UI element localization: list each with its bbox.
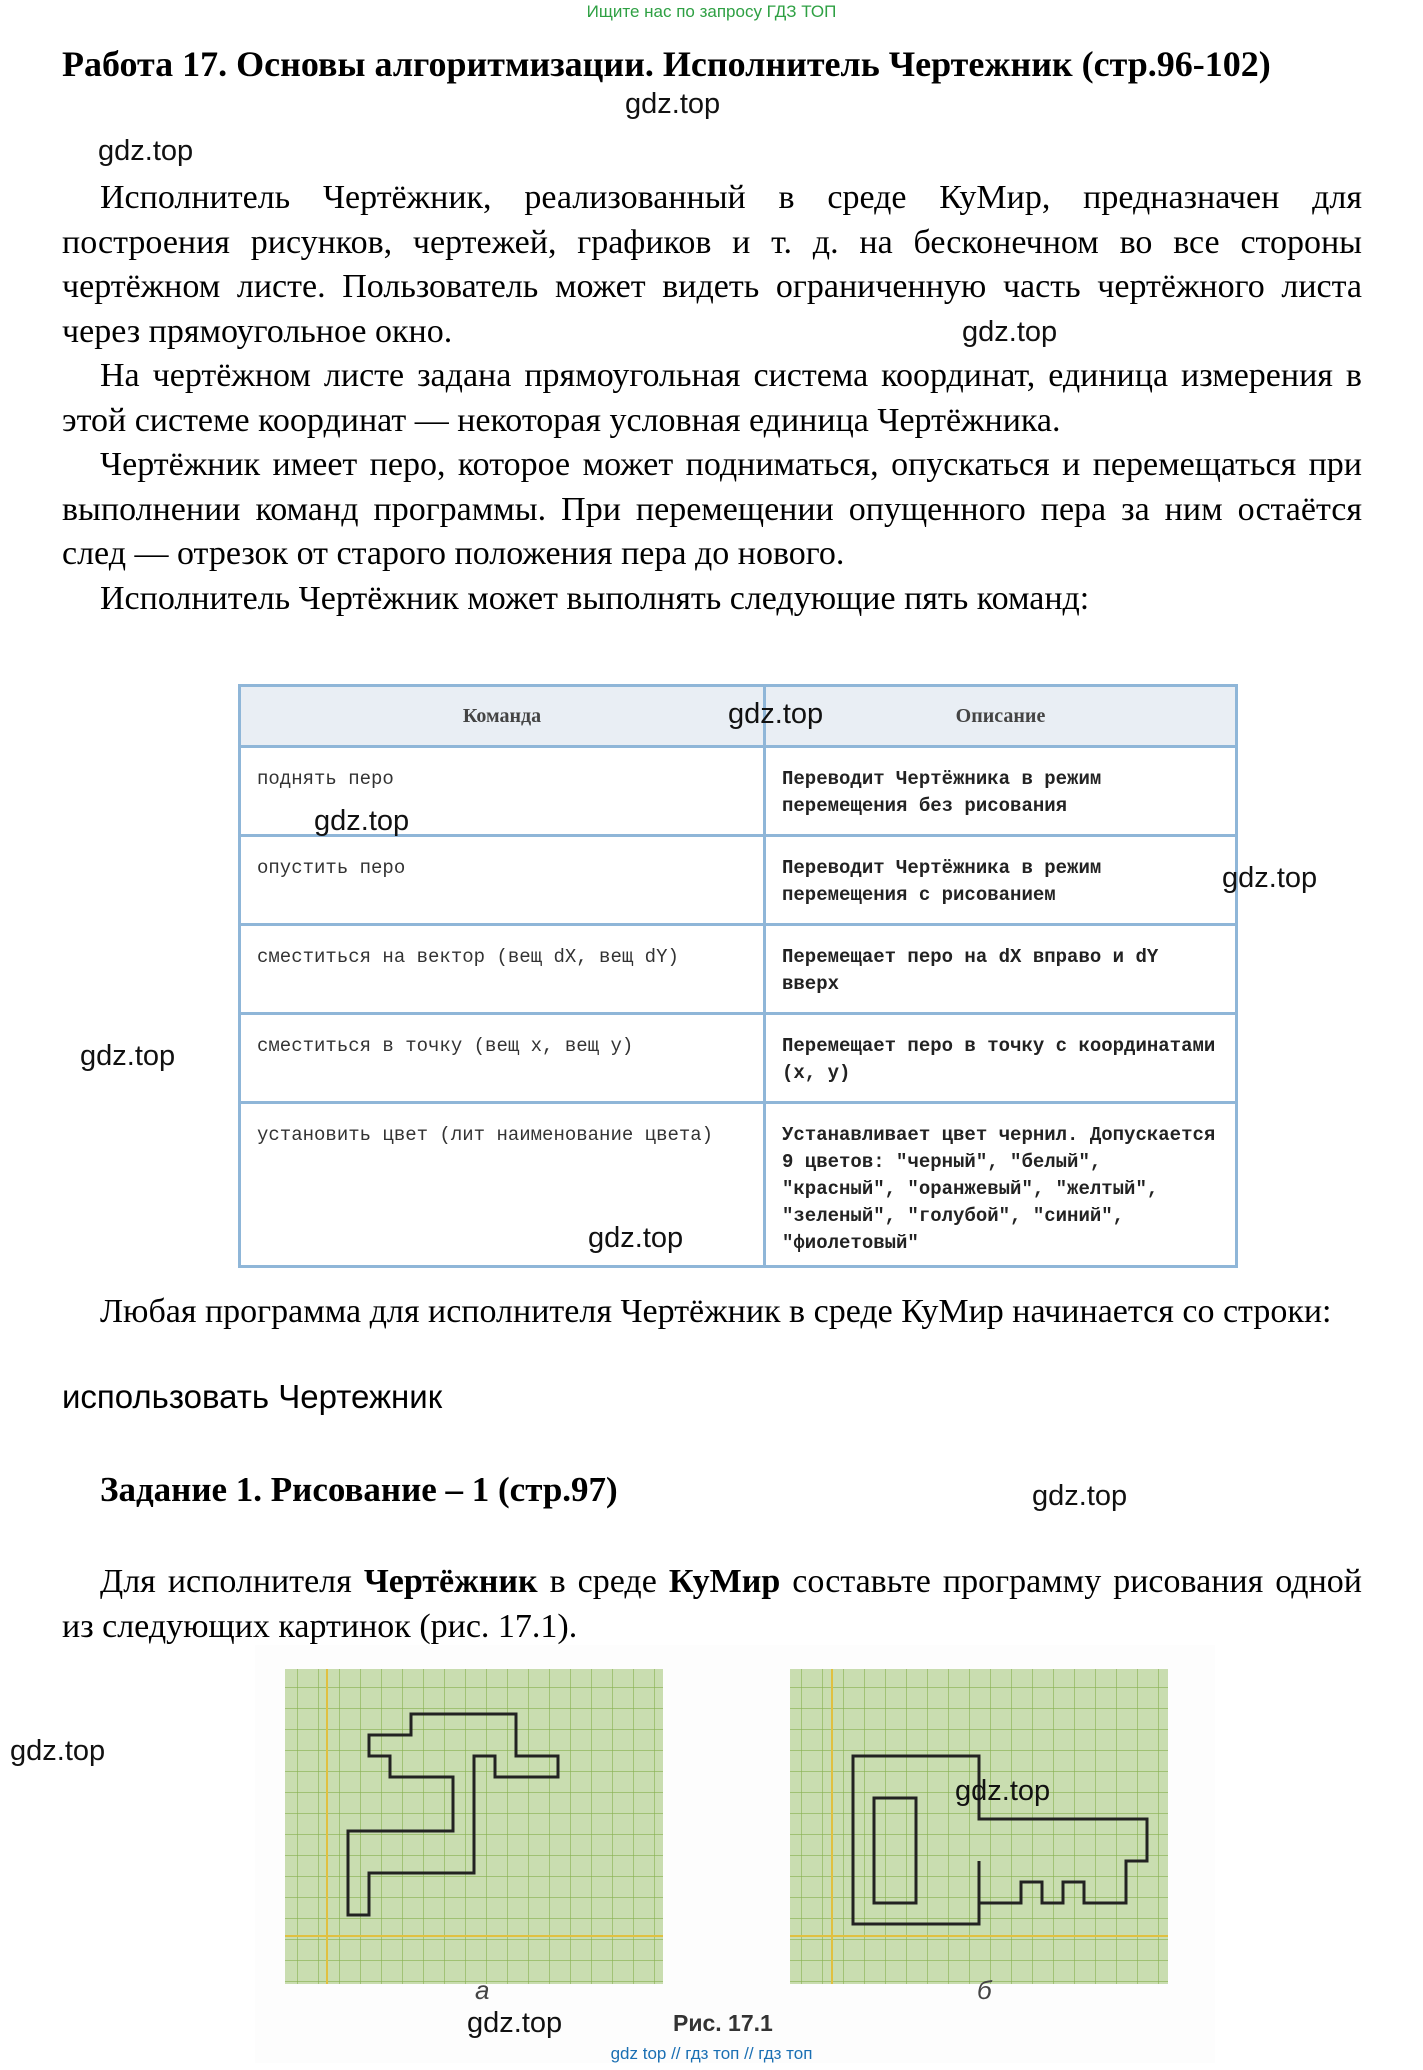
command-cell: установить цвет (лит наименование цвета) [240, 1103, 765, 1267]
paragraph: Чертёжник имеет перо, которое может подниматься, опускаться и перемещаться при выполнении команд программы. При перемещении опущенного пера за ним остаётся след — отрезок от старого положения пера до нового. [62, 446, 1362, 572]
bold-text: КуМир [668, 1563, 781, 1600]
grid-panel-b [790, 1669, 1168, 1984]
watermark: gdz.top [98, 135, 194, 167]
paragraph: Исполнитель Чертёжник, реализованный в среде КуМир, предназначен для построения рисунков, чертежей, графиков и т. д. на бесконечном во все стороны чертёжном листе. Пользователь может видеть ограниченную часть чертёжного листа через прямоугольное окно. [62, 179, 1362, 350]
table-row [240, 925, 1237, 1014]
watermark: gdz.top [955, 1775, 1051, 1807]
task-title: Задание 1. Рисование – 1 (стр.97) [100, 1470, 618, 1509]
figure-label-b: б [977, 1975, 992, 2005]
program-line: использовать Чертежник [62, 1378, 443, 1415]
watermark: gdz.top [1222, 862, 1318, 894]
paragraph: На чертёжном листе задана прямоугольная система координат, единица измерения в этой системе координат — некоторая условная единица Чертёжника. [62, 357, 1362, 439]
watermark: gdz.top [962, 316, 1058, 348]
text: в среде [537, 1563, 669, 1600]
grid-panel-a [285, 1669, 663, 1984]
intro-text [62, 176, 1362, 621]
figure-label-a: а [475, 1975, 490, 2005]
figure-17-1 [255, 1645, 1215, 2063]
column-header-command: Команда [240, 686, 765, 747]
command-cell: поднять перо [240, 747, 765, 836]
figure-caption: Рис. 17.1 [673, 2010, 773, 2036]
task-text [62, 1560, 1362, 1649]
command-cell: сместиться на вектор (вещ dX, вещ dY) [240, 925, 765, 1014]
text: Для исполнителя [100, 1563, 364, 1600]
table-row [240, 836, 1237, 925]
text: составьте программу рисования одной из следующих картинок (рис. 17.1). [62, 1563, 1362, 1645]
watermark: gdz.top [625, 88, 721, 120]
paragraph [62, 1560, 1362, 1649]
top-banner[interactable]: Ищите нас по запросу ГДЗ ТОП [586, 2, 837, 21]
command-cell: опустить перо [240, 836, 765, 925]
watermark: gdz.top [467, 2007, 563, 2039]
commands-table [238, 684, 1238, 1268]
description-cell: Перемещает перо в точку с координатами (x, y) [765, 1014, 1237, 1103]
description-cell: Перемещает перо на dX вправо и dY вверх [765, 925, 1237, 1014]
watermark: gdz.top [588, 1222, 684, 1254]
watermark: gdz.top [80, 1040, 176, 1072]
table-row [240, 1014, 1237, 1103]
page-title: Работа 17. Основы алгоритмизации. Исполнитель Чертежник (стр.96-102) [62, 44, 1271, 84]
description-cell: Устанавливает цвет чернил. Допускается 9 цветов: "черный", "белый", "красный", "оранжевый", "желтый", "зеленый", "голубой", "синий", "фиолетовый" [765, 1103, 1237, 1267]
paragraph: Любая программа для исполнителя Чертёжник в среде КуМир начинается со строки: [100, 1293, 1332, 1330]
figure-image [255, 1645, 1215, 2063]
watermark: gdz.top [10, 1735, 106, 1767]
bold-text: Чертёжник [363, 1563, 538, 1600]
program-intro [62, 1290, 1362, 1335]
description-cell: Переводит Чертёжника в режим перемещения без рисования [765, 747, 1237, 836]
watermark: gdz.top [728, 698, 824, 730]
column-header-description: Описание [765, 686, 1237, 747]
paragraph: Исполнитель Чертёжник может выполнять следующие пять команд: [100, 579, 1090, 617]
command-cell: сместиться в точку (вещ x, вещ y) [240, 1014, 765, 1103]
description-cell: Переводит Чертёжника в режим перемещения с рисованием [765, 836, 1237, 925]
watermark: gdz.top [314, 805, 410, 837]
table-row [240, 1103, 1237, 1267]
watermark: gdz.top [1032, 1480, 1128, 1512]
footer-links[interactable]: gdz top // гдз топ // гдз топ [610, 2044, 813, 2063]
